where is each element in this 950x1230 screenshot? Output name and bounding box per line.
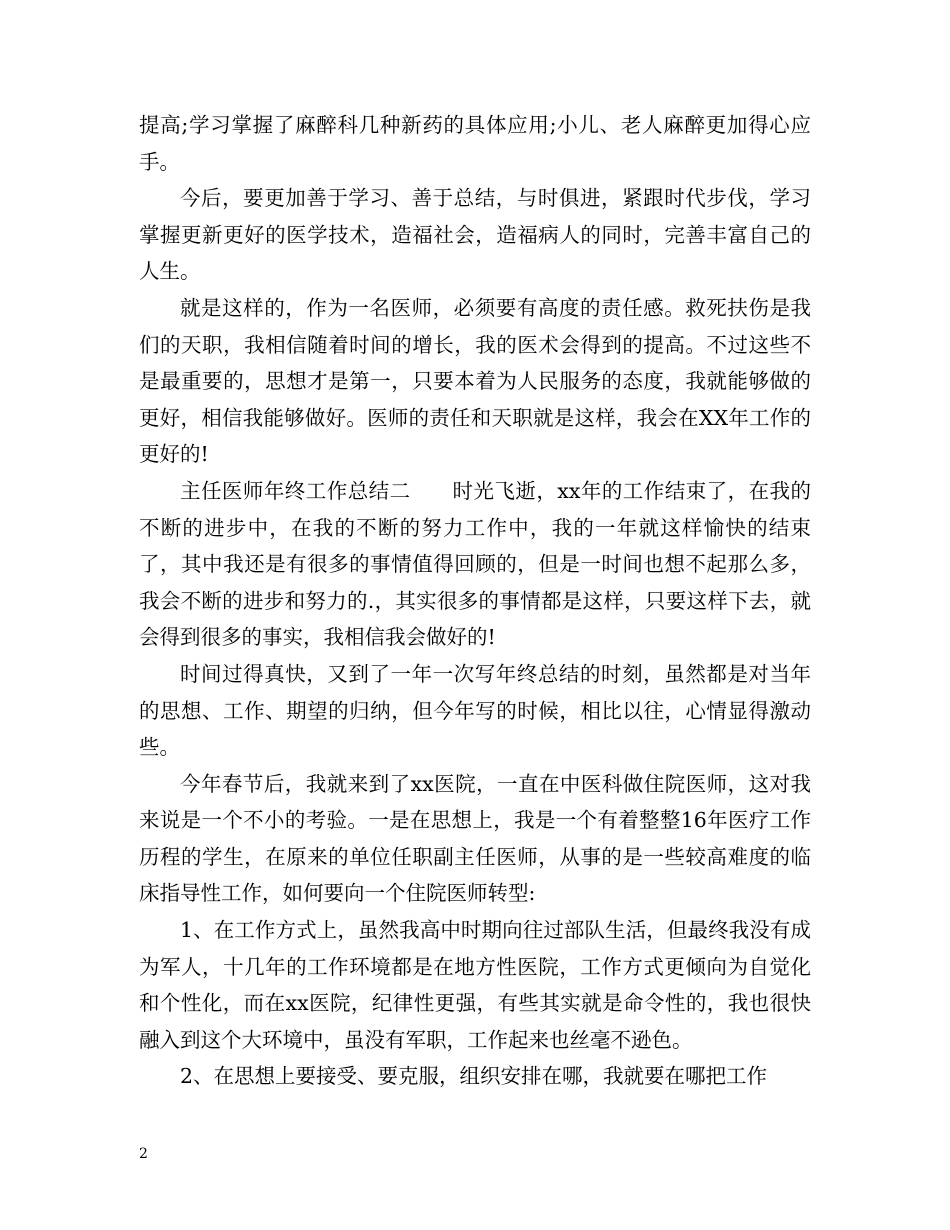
paragraph: 时间过得真快，又到了一年一次写年终总结的时刻，虽然都是对当年的思想、工作、期望的归纳，但今年写的时候，相比以往，心情显得激动些。 (139, 661, 811, 760)
paragraph-section-heading: 主任医师年终工作总结二 时光飞逝，xx年的工作结束了，在我的不断的进步中，在我的不断的努力工作中，我的一年就这样愉快的结束了，其中我还是有很多的事情值得回顾的，但是一时间也想不起那么多，我会不断的进步和努力的.，其实很多的事情都是这样，只要这样下去，就会得到很多的事实，我相信我会做好的! (139, 478, 811, 650)
paragraph: 就是这样的，作为一名医师，必须要有高度的责任感。救死扶伤是我们的天职，我相信随着时间的增长，我的医术会得到的提高。不过这些不是最重要的，思想才是第一，只要本着为人民服务的态度，我就能够做的更好，相信我能够做好。医师的责任和天职就是这样，我会在XX年工作的更好的! (139, 295, 811, 467)
paragraph-list-item: 2、在思想上要接受、要克服，组织安排在哪，我就要在哪把工作 (180, 1064, 768, 1089)
paragraph: 今后，要更加善于学习、善于总结，与时俱进，紧跟时代步伐，学习掌握更新更好的医学技术，造福社会，造福病人的同时，完善丰富自己的人生。 (139, 186, 811, 284)
paragraph-list-item: 1、在工作方式上，虽然我高中时期向往过部队生活，但最终我没有成为军人，十几年的工作环境都是在地方性医院，工作方式更倾向为自觉化和个性化，而在xx医院，纪律性更强，有些其实就是命令性的，我也很快融入到这个大环境中，虽没有军职，工作起来也丝毫不逊色。 (139, 918, 811, 1052)
paragraph-continuation: 提高;学习掌握了麻醉科几种新药的具体应用;小儿、老人麻醉更加得心应手。 (139, 113, 811, 174)
paragraph: 今年春节后，我就来到了xx医院，一直在中医科做住院医师，这对我来说是一个不小的考验。一是在思想上，我是一个有着整整16年医疗工作历程的学生，在原来的单位任职副主任医师，从事的是一些较高难度的临床指导性工作，如何要向一个住院医师转型: (139, 771, 811, 906)
document-body (139, 107, 811, 1095)
page-number: 2 (139, 1146, 148, 1162)
